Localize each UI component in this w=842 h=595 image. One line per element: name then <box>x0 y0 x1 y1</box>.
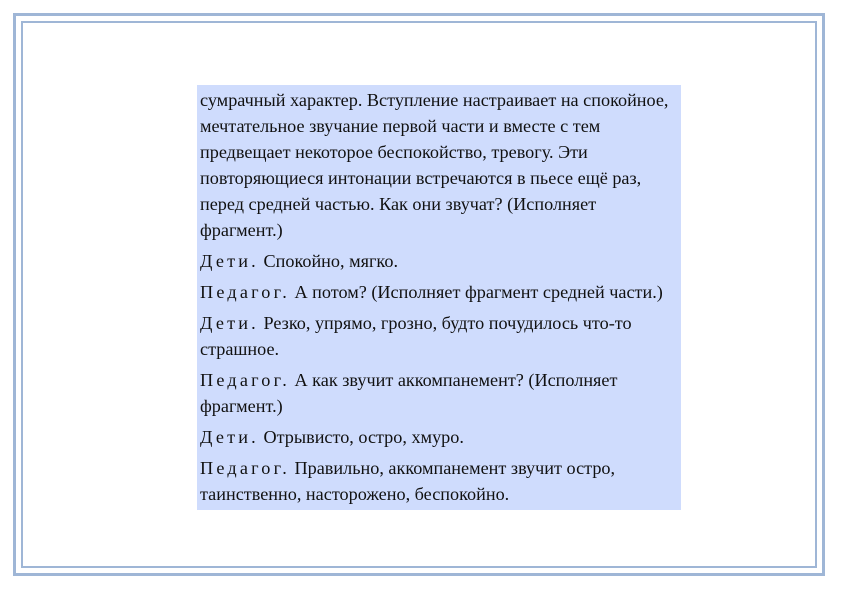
paragraph-text: Спокойно, мягко. <box>258 251 398 271</box>
speaker-label: Педагог. <box>200 282 290 302</box>
paragraph-intro <box>200 87 679 243</box>
speaker-label: Дети. <box>200 251 259 271</box>
paragraph-children-3 <box>200 424 679 450</box>
speaker-label: Педагог. <box>200 458 290 478</box>
paragraph-text: Правильно, аккомпанемент звучит остро, таинственно, насторожено, беспокойно. <box>200 458 616 504</box>
speaker-label: Дети. <box>200 427 259 447</box>
paragraph-text: сумрачный характер. Вступление настраивает на спокойное, мечтательное звучание первой части и вместе с тем предвещает некоторое беспокойство, тревогу. Эти повторяющиеся интонации встречаются в пьесе ещё раз, перед средней частью. Как они звучат? (Исполняет фрагмент.) <box>200 90 669 240</box>
speaker-label: Педагог. <box>200 370 290 390</box>
paragraph-children-2 <box>200 310 679 362</box>
paragraph-teacher-3 <box>200 455 679 507</box>
speaker-label: Дети. <box>200 313 259 333</box>
paragraph-teacher-1 <box>200 279 679 305</box>
paragraph-text: Резко, упрямо, грозно, будто почудилось что-то страшное. <box>200 313 632 359</box>
paragraph-children-1 <box>200 248 679 274</box>
text-block <box>197 85 681 510</box>
paragraph-text: А потом? (Исполняет фрагмент средней части.) <box>289 282 663 302</box>
paragraph-text: Отрывисто, остро, хмуро. <box>258 427 464 447</box>
paragraph-teacher-2 <box>200 367 679 419</box>
paragraph-text: А как звучит аккомпанемент? (Исполняет фрагмент.) <box>200 370 618 416</box>
